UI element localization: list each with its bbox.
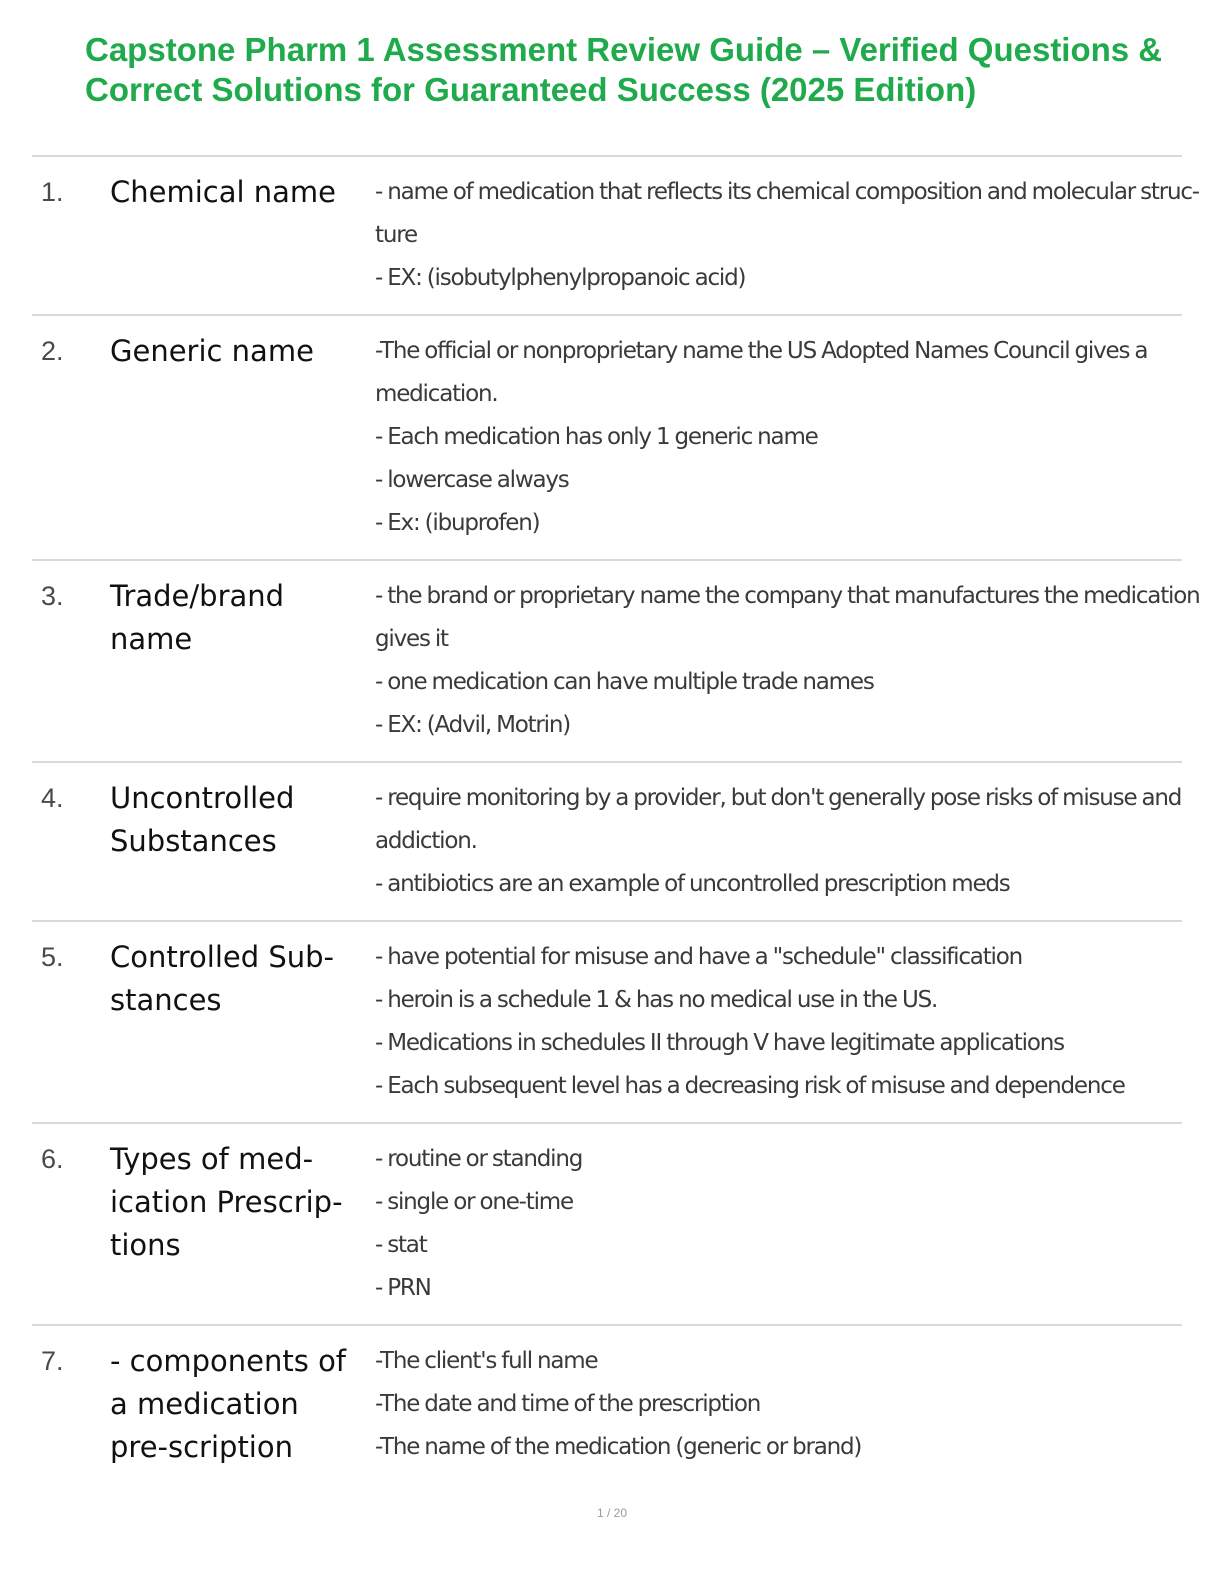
card-number: 1. <box>41 177 64 207</box>
card-definition <box>375 171 1219 300</box>
flashcard <box>32 157 1199 316</box>
definition-line: - Each subsequent level has a decreasing risk of misuse and dependence <box>375 1073 1125 1099</box>
definition-line: -The name of the medication (generic or brand) <box>375 1434 862 1460</box>
card-term: Uncontrolled Substances <box>110 781 295 858</box>
definition-line: -The client's full name <box>375 1348 598 1374</box>
definition-line: - the brand or proprietary name the company that manufactures the medication <box>375 583 1200 609</box>
flashcard <box>32 922 1182 1124</box>
card-number: 4. <box>41 783 64 813</box>
definition-line: - name of medication that reflects its chemical composition and molecular struc- <box>375 179 1199 205</box>
definition-line: - Each medication has only 1 generic name <box>375 424 818 450</box>
definition-line: -The official or nonproprietary name the US Adopted Names Council gives a <box>375 338 1148 364</box>
card-number: 3. <box>41 581 64 611</box>
definition-line: - have potential for misuse and have a "schedule" classification <box>375 944 1022 970</box>
card-definition <box>375 575 1219 747</box>
card-definition <box>375 1340 1182 1469</box>
flashcard-list <box>32 155 1200 1483</box>
flashcard <box>32 316 1182 561</box>
card-term: Trade/brand name <box>110 579 285 656</box>
document-title: Capstone Pharm 1 Assessment Review Guide – Verified Questions & Correct Solutions for Guaranteed Success (2025 Edition) <box>85 31 1163 108</box>
card-definition <box>375 1138 1182 1310</box>
card-number: 5. <box>41 942 64 972</box>
card-term: - components of a medication pre-scription <box>110 1344 347 1464</box>
card-number: 2. <box>41 336 64 366</box>
card-term: Chemical name <box>110 175 337 209</box>
definition-line: - Medications in schedules II through V have legitimate applications <box>375 1030 1064 1056</box>
definition-line: - Ex: (ibuprofen) <box>375 510 540 536</box>
card-term: Controlled Sub-stances <box>110 940 335 1017</box>
definition-line: addiction. <box>375 828 477 854</box>
flashcard <box>32 1124 1182 1326</box>
definition-line: - routine or standing <box>375 1146 583 1172</box>
card-number: 6. <box>41 1144 64 1174</box>
page-indicator: 1 / 20 <box>596 1506 628 1520</box>
card-number: 7. <box>41 1346 64 1376</box>
definition-line: - single or one-time <box>375 1189 573 1215</box>
definition-line: - PRN <box>375 1275 431 1301</box>
definition-line: - require monitoring by a provider, but don't generally pose risks of misuse and <box>375 785 1182 811</box>
definition-line: - EX: (Advil, Motrin) <box>375 712 571 738</box>
definition-line: - stat <box>375 1232 427 1258</box>
definition-line: - lowercase always <box>375 467 569 493</box>
definition-line: - antibiotics are an example of uncontrolled prescription meds <box>375 871 1010 897</box>
flashcard <box>32 763 1182 922</box>
card-definition <box>375 330 1182 545</box>
definition-line: - one medication can have multiple trade names <box>375 669 874 695</box>
definition-line: medication. <box>375 381 498 407</box>
card-term: Generic name <box>110 334 314 368</box>
definition-line: -The date and time of the prescription <box>375 1391 761 1417</box>
definition-line: - heroin is a schedule 1 & has no medical use in the US. <box>375 987 938 1013</box>
definition-line: gives it <box>375 626 448 652</box>
definition-line: ture <box>375 222 417 248</box>
flashcard <box>32 1326 1182 1483</box>
card-definition <box>375 936 1182 1108</box>
card-definition <box>375 777 1201 906</box>
flashcard <box>32 561 1200 763</box>
definition-line: - EX: (isobutylphenylpropanoic acid) <box>375 265 746 291</box>
card-term: Types of med-ication Prescrip-tions <box>110 1142 343 1262</box>
